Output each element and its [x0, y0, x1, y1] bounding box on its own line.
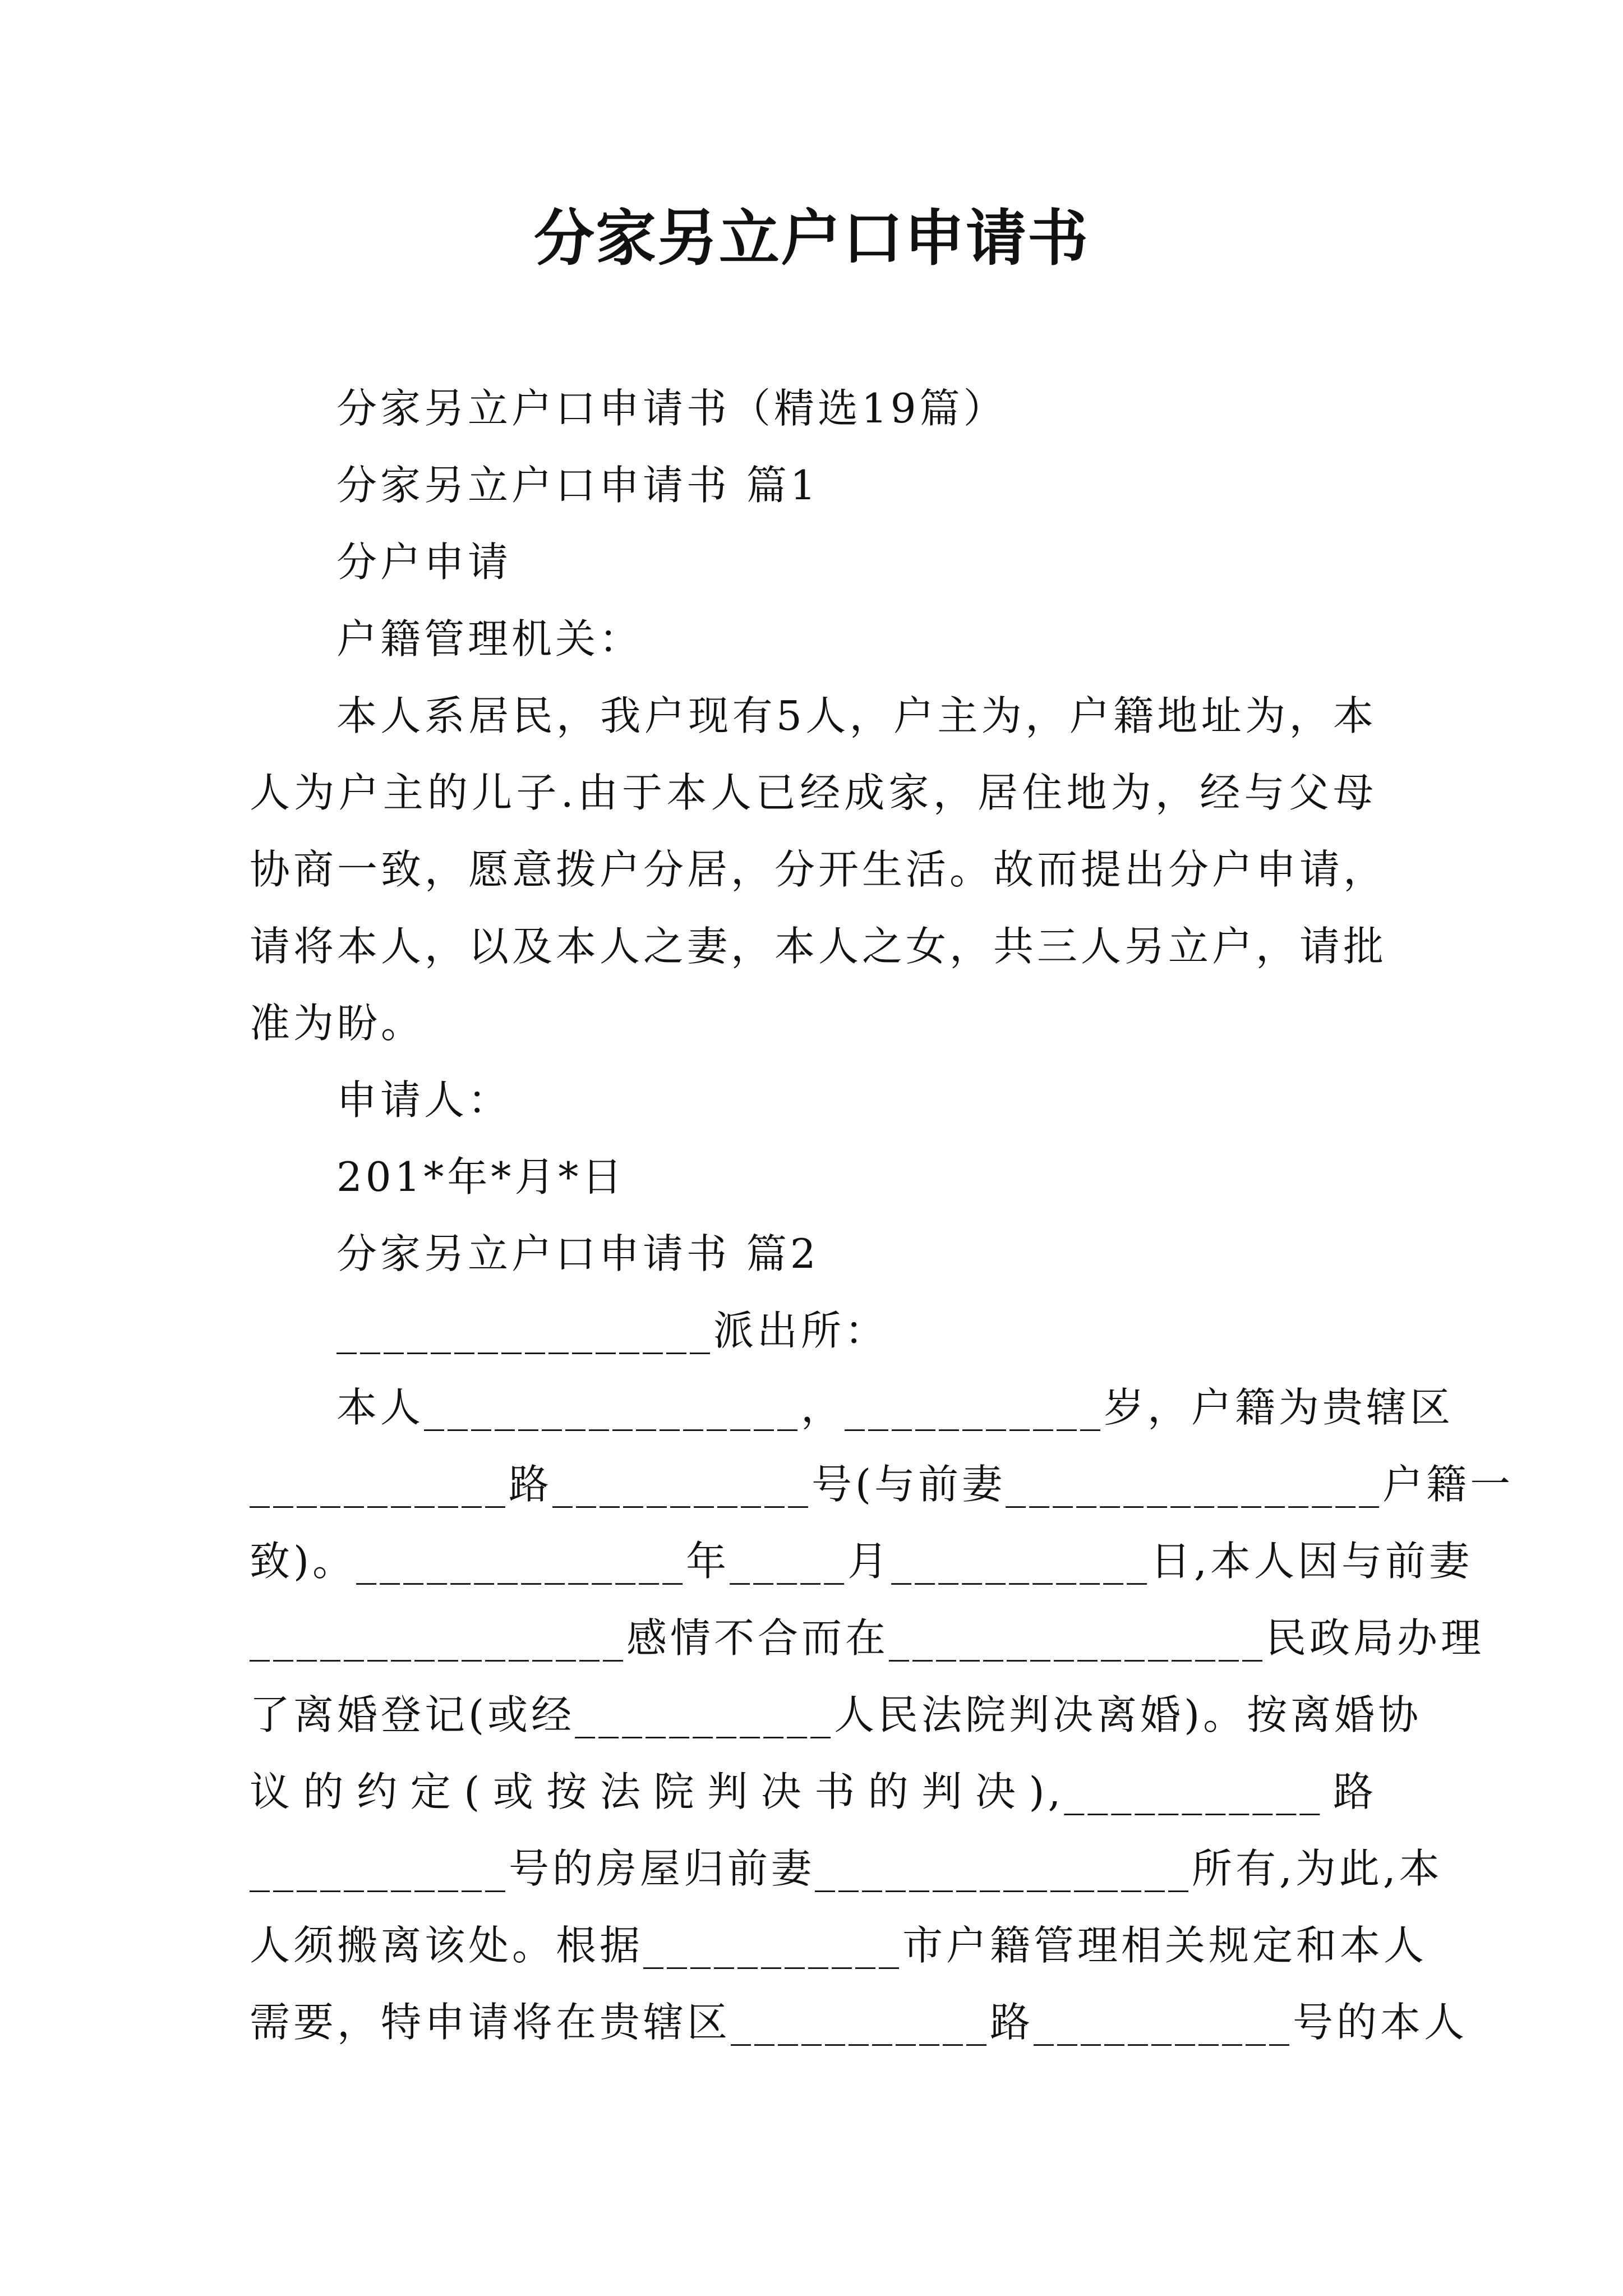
paragraph-line: 请将本人，以及本人之妻，本人之女，共三人另立户，请批 — [250, 923, 1387, 970]
document-body — [250, 370, 1514, 2061]
document-title: 分家另立户口申请书 — [533, 203, 1089, 274]
paragraph-line: 需要，特申请将在贵辖区___________路___________号的本人 — [250, 1999, 1468, 2046]
paragraph-line: 人须搬离该处。根据___________市户籍管理相关规定和本人 — [250, 1922, 1428, 1969]
paragraph-line: 协商一致，愿意拨户分居，分开生活。故而提出分户申请， — [250, 846, 1387, 893]
paragraph-line: 本人系居民，我户现有5人，户主为，户籍地址为，本 — [336, 692, 1377, 739]
paragraph-line: ___________路___________号(与前妻________________户籍一 — [250, 1461, 1514, 1508]
paragraph-line: ________________感情不合而在________________民政局办理 — [250, 1614, 1485, 1662]
paragraph-line: 议的约定(或按法院判决书的判决),___________路 — [250, 1768, 1377, 1815]
addressee-line: ________________派出所： — [336, 1307, 889, 1354]
paragraph-line: 致)。______________年_____月___________日,本人因与前妻 — [250, 1538, 1473, 1585]
applicant-line: 申请人： — [336, 1076, 512, 1124]
date-line: 201*年*月*日 — [336, 1153, 626, 1200]
paragraph-line: 准为盼。 — [250, 1000, 425, 1047]
paragraph-line: 本人________________，___________岁，户籍为贵辖区 — [336, 1384, 1454, 1431]
heading-line: 分户申请 — [336, 539, 512, 586]
subtitle-line: 分家另立户口申请书（精选19篇） — [336, 385, 1007, 432]
section-heading-2: 分家另立户口申请书 篇2 — [336, 1230, 819, 1277]
addressee-line: 户籍管理机关： — [336, 615, 643, 662]
section-heading-1: 分家另立户口申请书 篇1 — [336, 462, 819, 509]
paragraph-line: 人为户主的儿子.由于本人已经成家，居住地为，经与父母 — [250, 769, 1377, 816]
paragraph-line: 了离婚登记(或经___________人民法院判决离婚)。按离婚协 — [250, 1691, 1422, 1738]
paragraph-line: ___________号的房屋归前妻________________所有,为此,本 — [250, 1845, 1443, 1892]
